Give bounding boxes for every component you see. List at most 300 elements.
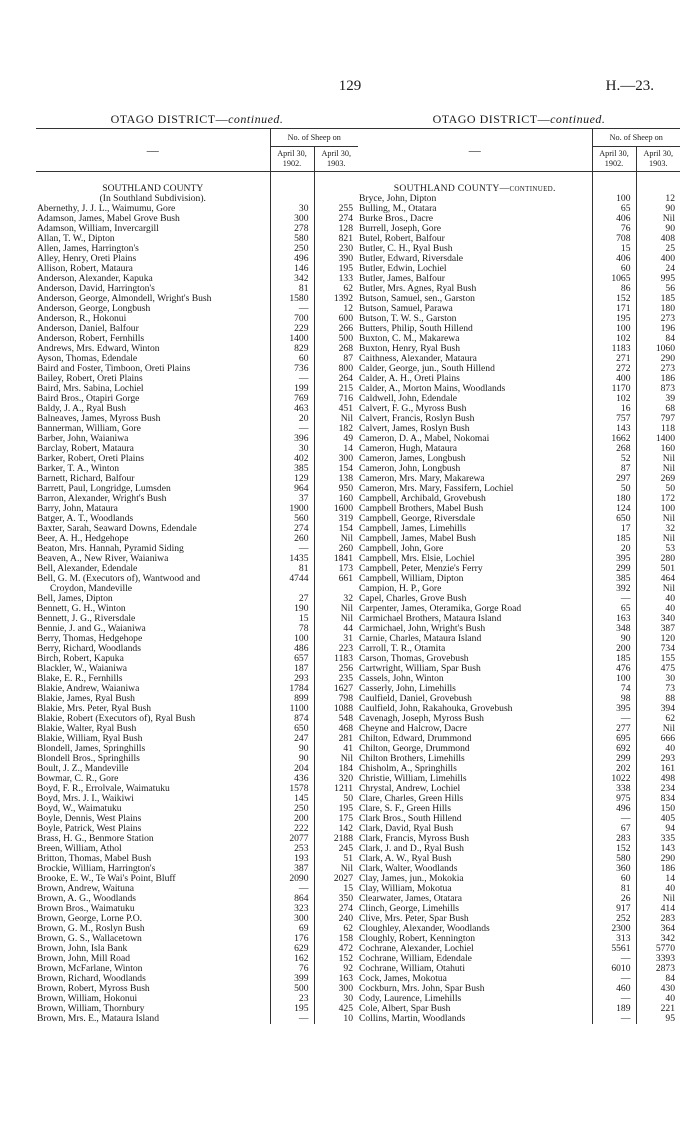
sheep-1903-cell: 15 bbox=[314, 884, 358, 894]
owner-cell: Clinch, George, Limehills bbox=[359, 904, 460, 914]
table-row bbox=[358, 534, 680, 544]
sheep-1902-cell: 387 bbox=[270, 864, 314, 874]
sheep-1903-cell: 41 bbox=[314, 744, 358, 754]
owner-cell: Calvert, F. G., Myross Bush bbox=[359, 404, 467, 414]
sheep-1902-cell: 1578 bbox=[270, 784, 314, 794]
owner-cell: Barry, John, Mataura bbox=[37, 504, 118, 514]
sheep-1903-cell: 128 bbox=[314, 224, 358, 234]
sheep-1903-cell: 335 bbox=[636, 834, 680, 844]
sheep-1902-cell: 60 bbox=[592, 264, 636, 274]
sheep-1902-cell: 252 bbox=[592, 914, 636, 924]
sheep-1903-cell: 182 bbox=[314, 424, 358, 434]
sheep-1902-cell: 650 bbox=[592, 514, 636, 524]
owner-cell: Alley, Henry, Oreti Plains bbox=[37, 254, 137, 264]
sheep-1903-cell: 88 bbox=[636, 694, 680, 704]
sheep-1902-cell: 300 bbox=[270, 214, 314, 224]
owner-cell: Beer, A. H., Hedgehope bbox=[37, 534, 129, 544]
table-row bbox=[36, 844, 358, 854]
table-row bbox=[36, 304, 358, 314]
table-row bbox=[36, 524, 358, 534]
left-column bbox=[36, 110, 358, 1024]
sheep-1903-cell: 394 bbox=[636, 704, 680, 714]
owner-cell: Blakie, Walter, Ryal Bush bbox=[37, 724, 137, 734]
table-row bbox=[36, 514, 358, 524]
table-row bbox=[36, 234, 358, 244]
sheep-1903-cell: 797 bbox=[636, 414, 680, 424]
owner-cell: Caldwell, John, Edendale bbox=[359, 394, 458, 404]
sheep-1903-cell: 152 bbox=[314, 954, 358, 964]
table-row bbox=[358, 934, 680, 944]
owner-cell: Blakie, Mrs. Peter, Ryal Bush bbox=[37, 704, 152, 714]
owner-cell: Bennett, G. H., Winton bbox=[37, 604, 126, 614]
sheep-1902-cell: 874 bbox=[270, 714, 314, 724]
sheep-1903-cell: 1211 bbox=[314, 784, 358, 794]
owner-cell: Campion, H. P., Gore bbox=[359, 584, 442, 594]
sheep-1903-cell: 1600 bbox=[314, 504, 358, 514]
table-row bbox=[358, 384, 680, 394]
table-row bbox=[358, 434, 680, 444]
sheep-1902-cell: 700 bbox=[270, 314, 314, 324]
sheep-1903-cell: 260 bbox=[314, 544, 358, 554]
sheep-1903-cell: 90 bbox=[636, 204, 680, 214]
owner-cell: Bell, G. M. (Executors of), Wantwood and bbox=[37, 574, 201, 584]
sheep-1902-cell: 98 bbox=[592, 694, 636, 704]
sheep-1903-cell: Nil bbox=[636, 534, 680, 544]
table-row bbox=[358, 884, 680, 894]
table-row bbox=[36, 624, 358, 634]
table-row bbox=[358, 864, 680, 874]
table-row bbox=[36, 734, 358, 744]
sheep-1902-cell: 283 bbox=[592, 834, 636, 844]
table-row bbox=[358, 334, 680, 344]
owner-cell: Cochrane, William, Edendale bbox=[359, 954, 472, 964]
sheep-1902-cell: 399 bbox=[270, 974, 314, 984]
owner-cell: Blondell Bros., Springhills bbox=[37, 754, 140, 764]
sheep-1902-cell: 176 bbox=[270, 934, 314, 944]
sheep-1903-cell: 154 bbox=[314, 464, 358, 474]
owner-cell: Blackler, W., Waianiwa bbox=[37, 664, 128, 674]
owner-cell: Brown, Andrew, Waituna bbox=[37, 884, 135, 894]
sheep-1903-cell: 734 bbox=[636, 644, 680, 654]
owner-cell: Campbell, James, Limehills bbox=[359, 524, 467, 534]
sheep-1903-cell: 273 bbox=[636, 314, 680, 324]
sheep-1902-cell: 145 bbox=[270, 794, 314, 804]
sheep-1903-cell: 245 bbox=[314, 844, 358, 854]
sheep-1903-cell: 30 bbox=[314, 994, 358, 1004]
sheep-1902-cell: 185 bbox=[592, 654, 636, 664]
sheep-1903-cell: 240 bbox=[314, 914, 358, 924]
owner-cell: Britton, Thomas, Mabel Bush bbox=[37, 854, 152, 864]
district-continued: continued. bbox=[550, 112, 606, 126]
sheep-1902-cell: 100 bbox=[592, 324, 636, 334]
owner-cell: Clearwater, James, Otatara bbox=[359, 894, 462, 904]
owner-cell: Cole, Albert, Spar Bush bbox=[359, 1004, 451, 1014]
table-row bbox=[36, 294, 358, 304]
sheep-1903-cell: 1627 bbox=[314, 684, 358, 694]
sheep-1903-cell: 12 bbox=[314, 304, 358, 314]
table-row bbox=[358, 924, 680, 934]
sheep-1902-cell: 60 bbox=[270, 354, 314, 364]
sheep-1903-cell: 950 bbox=[314, 484, 358, 494]
sheep-1902-cell: 76 bbox=[592, 224, 636, 234]
sheep-1903-cell: 40 bbox=[636, 884, 680, 894]
owner-cell: Berry, Richard, Woodlands bbox=[37, 644, 141, 654]
table-row bbox=[36, 744, 358, 754]
sheep-1903-cell: 24 bbox=[636, 264, 680, 274]
owner-cell: Cameron, James, Longbush bbox=[359, 454, 466, 464]
table-row bbox=[358, 604, 680, 614]
sheep-1903-cell: 87 bbox=[314, 354, 358, 364]
table-row bbox=[358, 984, 680, 994]
sheep-1902-cell: 964 bbox=[270, 484, 314, 494]
owner-cell: Calder, George, jun., South Hillend bbox=[359, 364, 495, 374]
owner-cell: Brown, G. S., Wallacetown bbox=[37, 934, 142, 944]
sheep-1902-cell: 864 bbox=[270, 894, 314, 904]
sheep-1902-cell: — bbox=[592, 594, 636, 604]
table-row bbox=[358, 304, 680, 314]
table-row bbox=[358, 564, 680, 574]
owner-cell: Allison, Robert, Mataura bbox=[37, 264, 133, 274]
table-row bbox=[36, 434, 358, 444]
name-column-header: — bbox=[36, 129, 270, 172]
sheep-1903-cell: 600 bbox=[314, 314, 358, 324]
owner-cell: Boyd, F. R., Errolvale, Waimatuku bbox=[37, 784, 170, 794]
sheep-1902-cell: 395 bbox=[592, 704, 636, 714]
sheep-1902-cell: — bbox=[270, 1014, 314, 1024]
sheep-1903-cell: 873 bbox=[636, 384, 680, 394]
sheep-1902-cell: 81 bbox=[270, 284, 314, 294]
table-row bbox=[358, 454, 680, 464]
sheep-1902-cell: 757 bbox=[592, 414, 636, 424]
sheep-1902-cell: 1400 bbox=[270, 334, 314, 344]
sheep-1902-cell: 396 bbox=[270, 434, 314, 444]
sheep-1902-cell: 15 bbox=[592, 244, 636, 254]
table-row bbox=[358, 764, 680, 774]
owner-cell: Cockburn, Mrs. John, Spar Bush bbox=[359, 984, 485, 994]
owner-cell: Campbell, George, Riversdale bbox=[359, 514, 475, 524]
owner-cell: Collins, Martin, Woodlands bbox=[359, 1014, 466, 1024]
owner-cell: Anderson, David, Harrington's bbox=[37, 284, 155, 294]
owner-cell: Anderson, George, Almondell, Wright's Bush bbox=[37, 294, 212, 304]
sheep-1903-cell: 666 bbox=[636, 734, 680, 744]
table-row bbox=[358, 444, 680, 454]
owner-cell: Anderson, R., Hokonui bbox=[37, 314, 127, 324]
sheep-1902-cell: 195 bbox=[270, 1004, 314, 1014]
table-row bbox=[358, 654, 680, 664]
table-row bbox=[36, 1014, 358, 1024]
owner-cell: Abernethy, J. J. L., Waimumu, Gore bbox=[37, 204, 176, 214]
owner-cell: Allen, James, Harrington's bbox=[37, 244, 139, 254]
table-row bbox=[358, 194, 680, 204]
sheep-1902-cell: 2090 bbox=[270, 874, 314, 884]
table-row bbox=[358, 904, 680, 914]
owner-cell: Breen, William, Athol bbox=[37, 844, 122, 854]
sheep-1903-cell: 995 bbox=[636, 274, 680, 284]
sheep-1902-cell: — bbox=[592, 974, 636, 984]
owner-cell: Butler, Edward, Riversdale bbox=[359, 254, 464, 264]
sheep-1902-cell: 102 bbox=[592, 394, 636, 404]
sheep-1903-cell: Nil bbox=[636, 454, 680, 464]
sheep-1902-cell: 250 bbox=[270, 804, 314, 814]
sheep-1903-cell: 185 bbox=[636, 294, 680, 304]
sheep-1903-cell: 235 bbox=[314, 674, 358, 684]
table-row bbox=[36, 394, 358, 404]
owner-cell: Bell, James, Dipton bbox=[37, 594, 113, 604]
owner-cell: Adamson, James, Mabel Grove Bush bbox=[37, 214, 180, 224]
sheep-1903-cell: 408 bbox=[636, 234, 680, 244]
table-row bbox=[358, 744, 680, 754]
sheep-1902-cell: 1662 bbox=[592, 434, 636, 444]
sheep-1902-cell: 65 bbox=[592, 604, 636, 614]
table-row bbox=[36, 794, 358, 804]
sheep-1903-cell: 84 bbox=[636, 974, 680, 984]
table-row bbox=[358, 594, 680, 604]
table-row bbox=[36, 984, 358, 994]
sheep-1902-cell: — bbox=[270, 424, 314, 434]
table-row bbox=[358, 624, 680, 634]
sheep-1903-cell: 25 bbox=[636, 244, 680, 254]
table-row bbox=[36, 664, 358, 674]
owner-cell: Butler, C. H., Ryal Bush bbox=[359, 244, 453, 254]
year-1902-header: April 30, 1902. bbox=[592, 147, 636, 172]
table-row bbox=[36, 974, 358, 984]
table-row bbox=[36, 274, 358, 284]
sheep-1902-cell: 30 bbox=[270, 204, 314, 214]
table-row bbox=[36, 774, 358, 784]
table-row bbox=[36, 314, 358, 324]
sheep-1903-cell: 350 bbox=[314, 894, 358, 904]
owner-cell: Campbell, Mrs. Elsie, Lochiel bbox=[359, 554, 475, 564]
table-row bbox=[36, 924, 358, 934]
sheep-1903-cell: 150 bbox=[636, 804, 680, 814]
sheep-1903-cell: 215 bbox=[314, 384, 358, 394]
sheep-1903-cell: 180 bbox=[636, 304, 680, 314]
sheep-1902-cell: 16 bbox=[592, 404, 636, 414]
owner-cell: Bailey, Robert, Oreti Plains bbox=[37, 374, 143, 384]
sheep-1903-cell: 49 bbox=[314, 434, 358, 444]
table-row bbox=[358, 584, 680, 594]
owner-cell: Butson, Samuel, Parawa bbox=[359, 304, 453, 314]
table-row bbox=[358, 634, 680, 644]
owner-cell: Cochrane, Alexander, Lochiel bbox=[359, 944, 474, 954]
table-row bbox=[358, 674, 680, 684]
owner-cell: Croydon, Mandeville bbox=[50, 584, 133, 594]
sheep-1903-cell: 364 bbox=[636, 924, 680, 934]
sheep-1903-cell: 501 bbox=[636, 564, 680, 574]
sheep-1902-cell: 342 bbox=[270, 274, 314, 284]
sheep-1902-cell: 1170 bbox=[592, 384, 636, 394]
sheep-1902-cell: 74 bbox=[592, 684, 636, 694]
owner-cell: Chrystal, Andrew, Lochiel bbox=[359, 784, 461, 794]
table-row bbox=[358, 324, 680, 334]
sheep-1902-cell: 30 bbox=[270, 444, 314, 454]
table-row bbox=[358, 494, 680, 504]
sheep-1903-cell: 62 bbox=[636, 714, 680, 724]
sheep-1903-cell: 142 bbox=[314, 824, 358, 834]
owner-cell: Carmichael Brothers, Mataura Island bbox=[359, 614, 502, 624]
sheep-1902-cell: 204 bbox=[270, 764, 314, 774]
owner-cell: Balneaves, James, Myross Bush bbox=[37, 414, 161, 424]
sheep-1903-cell: Nil bbox=[636, 724, 680, 734]
table-row bbox=[36, 254, 358, 264]
owner-cell: Bowmar, C. R., Gore bbox=[37, 774, 119, 784]
sheep-1903-cell: 160 bbox=[314, 494, 358, 504]
table-row bbox=[36, 404, 358, 414]
sheep-1902-cell: 152 bbox=[592, 294, 636, 304]
owner-cell: Birch, Robert, Kapuka bbox=[37, 654, 124, 664]
sheep-1902-cell: 90 bbox=[592, 634, 636, 644]
table-row bbox=[358, 824, 680, 834]
sheep-1902-cell: 460 bbox=[592, 984, 636, 994]
owner-cell: Brown, A. G., Woodlands bbox=[37, 894, 136, 904]
owner-cell: Cameron, Hugh, Mataura bbox=[359, 444, 458, 454]
owner-cell: Burke Bros., Dacre bbox=[359, 214, 434, 224]
table-row bbox=[358, 994, 680, 1004]
sheep-1902-cell: 4744 bbox=[270, 574, 314, 584]
sheep-1902-cell: 1435 bbox=[270, 554, 314, 564]
sheep-1903-cell: Nil bbox=[314, 534, 358, 544]
owner-cell: Baird, Mrs. Sabina, Lochiel bbox=[37, 384, 144, 394]
table-row bbox=[36, 614, 358, 624]
owner-cell: Adamson, William, Invercargill bbox=[37, 224, 159, 234]
owner-cell: Brown, Mrs. E., Mataura Island bbox=[37, 1014, 160, 1024]
owner-cell: Blake, E. R., Fernhills bbox=[37, 674, 123, 684]
sheep-1903-cell: Nil bbox=[314, 864, 358, 874]
owner-cell: Carnie, Charles, Mataura Island bbox=[359, 634, 482, 644]
table-row bbox=[36, 444, 358, 454]
sheep-1903-cell: Nil bbox=[314, 604, 358, 614]
owner-cell: Clay, James, jun., Mokokia bbox=[359, 874, 464, 884]
sheep-1902-cell: 395 bbox=[592, 554, 636, 564]
owner-cell: Allan, T. W., Dipton bbox=[37, 234, 115, 244]
sheep-1902-cell: 297 bbox=[592, 474, 636, 484]
sheep-1903-cell: 5770 bbox=[636, 944, 680, 954]
sheep-1902-cell: 260 bbox=[270, 534, 314, 544]
sheep-1903-cell: 160 bbox=[636, 444, 680, 454]
table-row bbox=[36, 244, 358, 254]
sheep-1903-cell: 2027 bbox=[314, 874, 358, 884]
sheep-1903-cell: 186 bbox=[636, 864, 680, 874]
sheep-1902-cell: 268 bbox=[592, 444, 636, 454]
table-row bbox=[358, 854, 680, 864]
table-row bbox=[36, 334, 358, 344]
table-row bbox=[358, 354, 680, 364]
table-row bbox=[358, 504, 680, 514]
table-row bbox=[36, 504, 358, 514]
owner-cell: Caulfield, John, Rakahouka, Grovebush bbox=[359, 704, 513, 714]
year-1902-header: April 30, 1902. bbox=[270, 147, 314, 172]
sheep-1902-cell: — bbox=[270, 304, 314, 314]
sheep-1902-cell: 152 bbox=[592, 844, 636, 854]
sheep-1902-cell: 278 bbox=[270, 224, 314, 234]
owner-cell: Blondell, James, Springhills bbox=[37, 744, 146, 754]
page-number: 129 bbox=[338, 78, 362, 94]
sheep-1903-cell: 172 bbox=[636, 494, 680, 504]
sheep-1903-cell: 274 bbox=[314, 214, 358, 224]
sheep-1902-cell: 2077 bbox=[270, 834, 314, 844]
owner-cell: Bell, Alexander, Edendale bbox=[37, 564, 138, 574]
table-row bbox=[358, 214, 680, 224]
sheep-1902-cell: 1183 bbox=[592, 344, 636, 354]
owner-cell: Buxton, Henry, Ryal Bush bbox=[359, 344, 461, 354]
owner-cell: Chilton Brothers, Limehills bbox=[359, 754, 465, 764]
owner-cell: Chisholm, A., Springhills bbox=[359, 764, 457, 774]
sheep-1903-cell: 95 bbox=[636, 1014, 680, 1024]
sheep-1902-cell: 129 bbox=[270, 474, 314, 484]
owner-cell: Cheyne and Halcrow, Dacre bbox=[359, 724, 468, 734]
sheep-1902-cell: 60 bbox=[592, 874, 636, 884]
table-row bbox=[36, 564, 358, 574]
sheep-1903-cell: 234 bbox=[636, 784, 680, 794]
table-row bbox=[358, 684, 680, 694]
owner-cell: Cameron, Mrs. Mary, Fassifern, Lochiel bbox=[359, 484, 514, 494]
owner-cell: Chilton, George, Drummond bbox=[359, 744, 470, 754]
owner-cell: Boult, J. Z., Mandeville bbox=[37, 764, 129, 774]
owner-cell: Burrell, Joseph, Gore bbox=[359, 224, 442, 234]
sheep-1902-cell: 463 bbox=[270, 404, 314, 414]
owner-cell: Butel, Robert, Balfour bbox=[359, 234, 445, 244]
sheep-1902-cell: — bbox=[592, 954, 636, 964]
sheep-1902-cell: 69 bbox=[270, 924, 314, 934]
owner-cell: Anderson, Daniel, Balfour bbox=[37, 324, 139, 334]
sheep-1903-cell: 44 bbox=[314, 624, 358, 634]
sheep-1902-cell: 190 bbox=[270, 604, 314, 614]
sheep-1903-cell: 40 bbox=[636, 744, 680, 754]
sheep-1903-cell: 1183 bbox=[314, 654, 358, 664]
sheep-1902-cell: 1100 bbox=[270, 704, 314, 714]
owner-cell: Beaven, A., New River, Waianiwa bbox=[37, 554, 169, 564]
owner-cell: Brown, Richard, Woodlands bbox=[37, 974, 146, 984]
sheep-1902-cell: 180 bbox=[592, 494, 636, 504]
sheep-1902-cell: 193 bbox=[270, 854, 314, 864]
sheep-1903-cell: 92 bbox=[314, 964, 358, 974]
sheep-1902-cell: 202 bbox=[592, 764, 636, 774]
sheep-1903-cell: 62 bbox=[314, 284, 358, 294]
owner-cell: Brown, George, Lorne P.O. bbox=[37, 914, 143, 924]
table-row bbox=[36, 764, 358, 774]
sheep-1903-cell: 31 bbox=[314, 634, 358, 644]
sheep-1902-cell: 271 bbox=[592, 354, 636, 364]
year-1903-header: April 30, 1903. bbox=[636, 147, 680, 172]
sheep-1903-cell: 800 bbox=[314, 364, 358, 374]
table-row bbox=[358, 714, 680, 724]
table-row bbox=[36, 344, 358, 354]
sheep-1903-cell: 73 bbox=[636, 684, 680, 694]
owner-cell: Barrett, Paul, Longridge, Lumsden bbox=[37, 484, 171, 494]
sheep-1903-cell: 120 bbox=[636, 634, 680, 644]
table-row bbox=[358, 284, 680, 294]
district-header bbox=[358, 110, 680, 128]
sheep-1902-cell: 650 bbox=[270, 724, 314, 734]
sheep-table-left bbox=[36, 128, 358, 1024]
table-row bbox=[36, 704, 358, 714]
sheep-1902-cell: 392 bbox=[592, 584, 636, 594]
sheep-1903-cell: 230 bbox=[314, 244, 358, 254]
owner-cell: Brown, G. M., Roslyn Bush bbox=[37, 924, 145, 934]
sheep-1902-cell: 2300 bbox=[592, 924, 636, 934]
table-row bbox=[36, 584, 358, 594]
sheep-count-header: No. of Sheep on bbox=[270, 129, 358, 147]
owner-cell: Barker, T. A., Winton bbox=[37, 464, 120, 474]
table-row bbox=[36, 754, 358, 764]
sheep-1903-cell: 32 bbox=[314, 594, 358, 604]
table-row bbox=[358, 964, 680, 974]
owner-cell: Blakie, Robert (Executors of), Ryal Bush bbox=[37, 714, 196, 724]
sheep-1903-cell: 62 bbox=[314, 924, 358, 934]
sheep-1903-cell: 400 bbox=[636, 254, 680, 264]
sheep-1902-cell: 5561 bbox=[592, 944, 636, 954]
table-row bbox=[358, 754, 680, 764]
